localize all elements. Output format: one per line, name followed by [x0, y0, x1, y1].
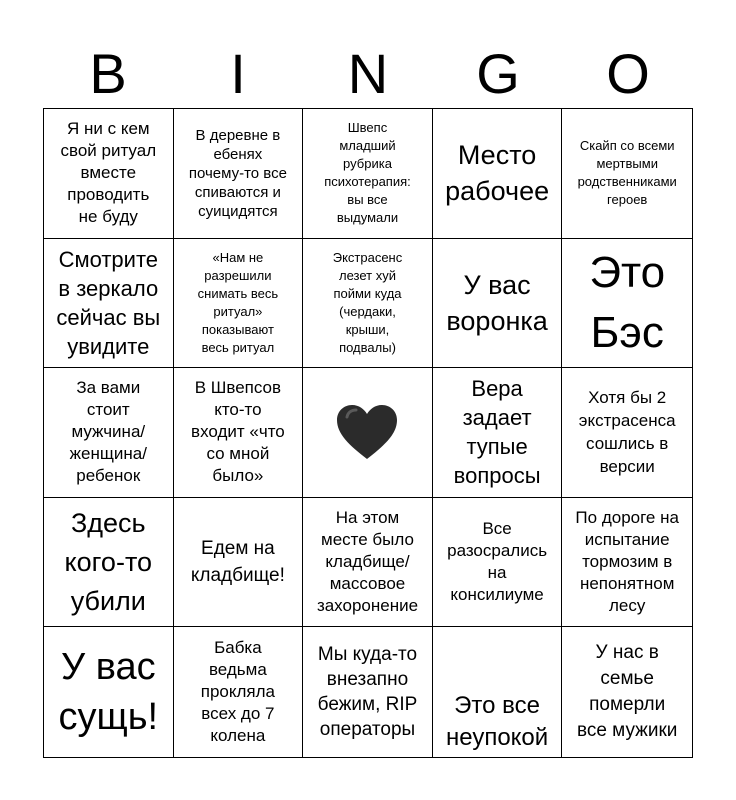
- header-letter-g: G: [476, 42, 520, 105]
- header-letter-o: O: [606, 42, 650, 105]
- bingo-header: [43, 40, 693, 108]
- bingo-cell[interactable]: [433, 498, 563, 628]
- bingo-cell[interactable]: [433, 627, 563, 757]
- cell-text: Все разосрались на консилиуме: [447, 519, 548, 605]
- cell-text: Я ни с кем свой ритуал вместе проводить не буду: [60, 119, 157, 227]
- cell-text: У нас в семье померли все мужики: [576, 642, 678, 742]
- bingo-cell[interactable]: [303, 627, 433, 757]
- cell-text: Скайп со всеми мертвыми родственниками героев: [577, 138, 677, 208]
- cell-text: Вера задает тупые вопросы: [453, 376, 541, 489]
- bingo-cell[interactable]: [562, 627, 692, 757]
- cell-text: Экстрасенс лезет хуй пойми куда (чердаки, крыши, подвалы): [332, 249, 403, 355]
- cell-text: Едем на кладбище!: [190, 538, 285, 587]
- bingo-cell[interactable]: [562, 368, 692, 498]
- bingo-cell[interactable]: [44, 239, 174, 369]
- cell-text: По дороге на испытание тормозим в непонятном лесу: [575, 508, 679, 616]
- cell-text: «Нам не разрешили снимать весь ритуал» показывают весь ритуал: [197, 249, 279, 355]
- header-letter-b: B: [89, 42, 127, 105]
- cell-text: Мы куда-то внезапно бежим, RIP операторы: [317, 644, 418, 741]
- cell-text: У вас воронка: [446, 269, 548, 336]
- bingo-cell[interactable]: [562, 498, 692, 628]
- cell-text: У вас сущь!: [58, 646, 159, 739]
- bingo-grid: [43, 108, 693, 758]
- bingo-cell[interactable]: [433, 109, 563, 239]
- bingo-cell[interactable]: [303, 498, 433, 628]
- bingo-cell[interactable]: [562, 239, 692, 369]
- bingo-cell[interactable]: [433, 239, 563, 369]
- bingo-cell[interactable]: [174, 368, 304, 498]
- bingo-cell[interactable]: [433, 368, 563, 498]
- free-space[interactable]: [303, 368, 433, 498]
- cell-text: Это Бэс: [589, 247, 666, 357]
- bingo-cell[interactable]: [44, 368, 174, 498]
- header-letter-i: I: [230, 42, 246, 105]
- cell-text: Это все неупокой: [445, 692, 549, 752]
- bingo-cell[interactable]: [174, 109, 304, 239]
- cell-text: Швепс младший рубрика психотерапия: вы все выдумали: [324, 120, 411, 226]
- cell-text: На этом месте было кладбище/ массовое захоронение: [316, 508, 419, 616]
- bingo-cell[interactable]: [174, 627, 304, 757]
- bingo-cell[interactable]: [303, 109, 433, 239]
- bingo-cell[interactable]: [44, 498, 174, 628]
- bingo-cell[interactable]: [174, 239, 304, 369]
- cell-text: В Швепсов кто-то входит «что со мной было»: [191, 378, 285, 486]
- cell-text: Хотя бы 2 экстрасенса сошлись в версии: [578, 388, 676, 477]
- cell-text: За вами стоит мужчина/ женщина/ ребенок: [69, 378, 147, 486]
- cell-text: В деревне в ебенях почему-то все спиваются и суицидятся: [188, 126, 287, 220]
- header-letter-n: N: [347, 42, 389, 105]
- cell-text: Здесь кого-то убили: [64, 507, 153, 616]
- bingo-cell[interactable]: [44, 109, 174, 239]
- black-heart-icon: [335, 403, 399, 461]
- bingo-cell[interactable]: [174, 498, 304, 628]
- bingo-cell[interactable]: [562, 109, 692, 239]
- cell-text: Место рабочее: [445, 140, 550, 207]
- cell-text: Бабка ведьма прокляла всех до 7 колена: [200, 638, 276, 746]
- cell-text: Смотрите в зеркало сейчас вы увидите: [56, 246, 161, 359]
- bingo-cell[interactable]: [303, 239, 433, 369]
- bingo-cell[interactable]: [44, 627, 174, 757]
